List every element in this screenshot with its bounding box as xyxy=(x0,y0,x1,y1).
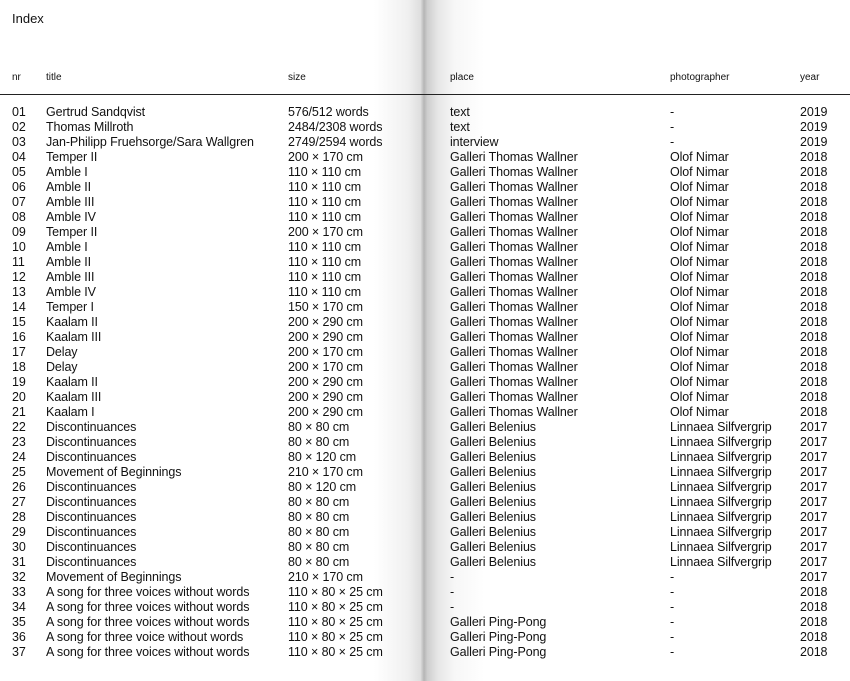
cell-year: 2018 xyxy=(800,165,828,179)
cell-year: 2018 xyxy=(800,375,828,389)
cell-title: A song for three voice without words xyxy=(46,630,244,644)
index-table-header xyxy=(0,72,850,86)
cell-place: Galleri Belenius xyxy=(450,480,536,494)
cell-title: Discontinuances xyxy=(46,555,137,569)
cell-year: 2018 xyxy=(800,270,828,284)
cell-photographer: Olof Nimar xyxy=(670,360,729,374)
table-row xyxy=(0,555,850,570)
table-row xyxy=(0,375,850,390)
cell-place: Galleri Thomas Wallner xyxy=(450,240,578,254)
table-row xyxy=(0,165,850,180)
cell-size: 110 × 80 × 25 cm xyxy=(288,600,383,614)
cell-year: 2018 xyxy=(800,240,828,254)
cell-nr: 01 xyxy=(12,105,26,119)
cell-size: 110 × 110 cm xyxy=(288,255,362,269)
table-row xyxy=(0,315,850,330)
cell-photographer: - xyxy=(670,120,675,134)
cell-title: Discontinuances xyxy=(46,480,137,494)
cell-year: 2018 xyxy=(800,390,828,404)
cell-year: 2018 xyxy=(800,225,828,239)
cell-title: Temper II xyxy=(46,225,98,239)
cell-title: Discontinuances xyxy=(46,510,137,524)
cell-size: 110 × 110 cm xyxy=(288,195,362,209)
cell-place: - xyxy=(450,600,455,614)
cell-photographer: Olof Nimar xyxy=(670,210,729,224)
cell-year: 2018 xyxy=(800,615,828,629)
cell-photographer: Olof Nimar xyxy=(670,390,729,404)
cell-year: 2018 xyxy=(800,585,828,599)
cell-size: 200 × 170 cm xyxy=(288,150,363,164)
cell-place: Galleri Thomas Wallner xyxy=(450,210,578,224)
cell-title: Kaalam III xyxy=(46,390,102,404)
cell-nr: 22 xyxy=(12,420,26,434)
cell-title: Discontinuances xyxy=(46,525,137,539)
cell-photographer: Olof Nimar xyxy=(670,330,729,344)
cell-year: 2018 xyxy=(800,360,828,374)
cell-size: 80 × 80 cm xyxy=(288,495,350,509)
cell-photographer: - xyxy=(670,105,675,119)
cell-title: Delay xyxy=(46,345,78,359)
cell-title: Kaalam I xyxy=(46,405,95,419)
cell-size: 200 × 290 cm xyxy=(288,405,363,419)
cell-place: Galleri Belenius xyxy=(450,435,536,449)
cell-photographer: Olof Nimar xyxy=(670,345,729,359)
cell-year: 2018 xyxy=(800,150,828,164)
cell-place: Galleri Ping-Pong xyxy=(450,630,547,644)
cell-photographer: Olof Nimar xyxy=(670,225,729,239)
cell-photographer: Linnaea Silfvergrip xyxy=(670,480,772,494)
cell-photographer: Olof Nimar xyxy=(670,240,729,254)
table-row xyxy=(0,450,850,465)
cell-nr: 04 xyxy=(12,150,26,164)
cell-nr: 17 xyxy=(12,345,26,359)
cell-nr: 23 xyxy=(12,435,26,449)
cell-title: A song for three voices without words xyxy=(46,645,250,659)
cell-place: Galleri Belenius xyxy=(450,540,536,554)
cell-nr: 06 xyxy=(12,180,26,194)
cell-place: Galleri Thomas Wallner xyxy=(450,285,578,299)
cell-place: Galleri Ping-Pong xyxy=(450,615,547,629)
cell-nr: 24 xyxy=(12,450,26,464)
cell-size: 576/512 words xyxy=(288,105,369,119)
cell-year: 2017 xyxy=(800,465,828,479)
cell-title: Amble IV xyxy=(46,285,96,299)
cell-title: Amble II xyxy=(46,255,92,269)
cell-nr: 35 xyxy=(12,615,26,629)
table-row xyxy=(0,525,850,540)
cell-nr: 15 xyxy=(12,315,26,329)
cell-size: 110 × 80 × 25 cm xyxy=(288,630,383,644)
table-row xyxy=(0,585,850,600)
cell-photographer: Linnaea Silfvergrip xyxy=(670,525,772,539)
cell-photographer: Linnaea Silfvergrip xyxy=(670,465,772,479)
cell-title: Movement of Beginnings xyxy=(46,570,182,584)
cell-nr: 34 xyxy=(12,600,26,614)
cell-photographer: - xyxy=(670,630,675,644)
cell-year: 2017 xyxy=(800,555,828,569)
cell-place: Galleri Thomas Wallner xyxy=(450,195,578,209)
cell-size: 110 × 80 × 25 cm xyxy=(288,645,383,659)
cell-title: Gertrud Sandqvist xyxy=(46,105,146,119)
column-header-nr: nr xyxy=(12,72,21,83)
cell-place: Galleri Belenius xyxy=(450,510,536,524)
table-row xyxy=(0,255,850,270)
cell-size: 2484/2308 words xyxy=(288,120,383,134)
cell-nr: 37 xyxy=(12,645,26,659)
cell-size: 80 × 120 cm xyxy=(288,450,357,464)
cell-title: Kaalam III xyxy=(46,330,102,344)
cell-nr: 09 xyxy=(12,225,26,239)
table-row xyxy=(0,330,850,345)
cell-nr: 25 xyxy=(12,465,26,479)
cell-year: 2018 xyxy=(800,255,828,269)
cell-place: interview xyxy=(450,135,499,149)
index-table-body xyxy=(0,105,850,660)
header-divider xyxy=(0,94,850,95)
cell-nr: 12 xyxy=(12,270,26,284)
cell-nr: 21 xyxy=(12,405,26,419)
table-row xyxy=(0,120,850,135)
cell-photographer: Olof Nimar xyxy=(670,315,729,329)
cell-year: 2018 xyxy=(800,630,828,644)
table-row xyxy=(0,345,850,360)
cell-title: Jan-Philipp Fruehsorge/Sara Wallgren xyxy=(46,135,254,149)
cell-photographer: - xyxy=(670,585,675,599)
cell-year: 2018 xyxy=(800,405,828,419)
cell-photographer: Linnaea Silfvergrip xyxy=(670,420,772,434)
cell-nr: 19 xyxy=(12,375,26,389)
cell-photographer: Linnaea Silfvergrip xyxy=(670,495,772,509)
cell-title: Discontinuances xyxy=(46,420,137,434)
table-row xyxy=(0,270,850,285)
cell-nr: 08 xyxy=(12,210,26,224)
column-header-place: place xyxy=(450,72,474,83)
cell-size: 80 × 80 cm xyxy=(288,540,350,554)
table-row xyxy=(0,630,850,645)
table-row xyxy=(0,435,850,450)
cell-size: 80 × 80 cm xyxy=(288,435,350,449)
table-row xyxy=(0,135,850,150)
cell-title: Discontinuances xyxy=(46,450,137,464)
column-header-year: year xyxy=(800,72,820,83)
cell-year: 2017 xyxy=(800,510,828,524)
cell-year: 2017 xyxy=(800,435,828,449)
cell-title: Delay xyxy=(46,360,78,374)
table-row xyxy=(0,510,850,525)
cell-nr: 11 xyxy=(12,255,25,269)
cell-place: Galleri Belenius xyxy=(450,420,536,434)
cell-photographer: Linnaea Silfvergrip xyxy=(670,435,772,449)
cell-title: Temper I xyxy=(46,300,94,314)
table-row xyxy=(0,105,850,120)
cell-place: Galleri Thomas Wallner xyxy=(450,345,578,359)
cell-nr: 03 xyxy=(12,135,26,149)
cell-nr: 30 xyxy=(12,540,26,554)
cell-place: Galleri Thomas Wallner xyxy=(450,330,578,344)
cell-photographer: Olof Nimar xyxy=(670,165,729,179)
cell-place: Galleri Belenius xyxy=(450,465,536,479)
cell-year: 2017 xyxy=(800,480,828,494)
cell-place: Galleri Thomas Wallner xyxy=(450,375,578,389)
cell-year: 2018 xyxy=(800,180,828,194)
cell-title: Amble II xyxy=(46,180,92,194)
table-row xyxy=(0,225,850,240)
cell-place: Galleri Thomas Wallner xyxy=(450,360,578,374)
table-row xyxy=(0,210,850,225)
cell-photographer: Linnaea Silfvergrip xyxy=(670,540,772,554)
cell-photographer: Olof Nimar xyxy=(670,180,729,194)
table-row xyxy=(0,240,850,255)
cell-size: 80 × 80 cm xyxy=(288,555,350,569)
table-row xyxy=(0,180,850,195)
table-row xyxy=(0,360,850,375)
cell-nr: 31 xyxy=(12,555,26,569)
cell-place: Galleri Thomas Wallner xyxy=(450,225,578,239)
table-row xyxy=(0,405,850,420)
cell-year: 2018 xyxy=(800,345,828,359)
cell-size: 200 × 170 cm xyxy=(288,360,363,374)
cell-nr: 20 xyxy=(12,390,26,404)
cell-size: 110 × 110 cm xyxy=(288,165,362,179)
cell-place: Galleri Thomas Wallner xyxy=(450,390,578,404)
cell-photographer: - xyxy=(670,615,675,629)
cell-year: 2018 xyxy=(800,300,828,314)
cell-year: 2017 xyxy=(800,570,828,584)
cell-photographer: Olof Nimar xyxy=(670,405,729,419)
cell-photographer: Olof Nimar xyxy=(670,150,729,164)
table-row xyxy=(0,300,850,315)
cell-year: 2019 xyxy=(800,135,828,149)
cell-size: 80 × 80 cm xyxy=(288,525,350,539)
cell-title: Amble IV xyxy=(46,210,96,224)
cell-nr: 36 xyxy=(12,630,26,644)
cell-nr: 05 xyxy=(12,165,26,179)
cell-place: Galleri Belenius xyxy=(450,450,536,464)
cell-size: 200 × 290 cm xyxy=(288,390,363,404)
cell-title: Amble III xyxy=(46,270,95,284)
cell-size: 80 × 120 cm xyxy=(288,480,357,494)
table-row xyxy=(0,465,850,480)
cell-year: 2017 xyxy=(800,450,828,464)
cell-place: text xyxy=(450,105,470,119)
cell-photographer: - xyxy=(670,570,675,584)
cell-year: 2017 xyxy=(800,495,828,509)
cell-nr: 28 xyxy=(12,510,26,524)
cell-nr: 13 xyxy=(12,285,26,299)
cell-place: Galleri Belenius xyxy=(450,495,536,509)
cell-title: Kaalam II xyxy=(46,315,98,329)
cell-size: 110 × 110 cm xyxy=(288,285,362,299)
cell-year: 2018 xyxy=(800,285,828,299)
cell-year: 2018 xyxy=(800,195,828,209)
cell-size: 80 × 80 cm xyxy=(288,510,350,524)
cell-year: 2017 xyxy=(800,540,828,554)
cell-size: 2749/2594 words xyxy=(288,135,383,149)
cell-size: 110 × 110 cm xyxy=(288,240,362,254)
cell-place: Galleri Thomas Wallner xyxy=(450,255,578,269)
cell-place: Galleri Thomas Wallner xyxy=(450,300,578,314)
cell-size: 110 × 110 cm xyxy=(288,180,362,194)
cell-nr: 16 xyxy=(12,330,26,344)
cell-year: 2018 xyxy=(800,315,828,329)
cell-place: text xyxy=(450,120,470,134)
cell-nr: 33 xyxy=(12,585,26,599)
cell-size: 110 × 110 cm xyxy=(288,270,362,284)
cell-photographer: - xyxy=(670,600,675,614)
cell-size: 110 × 80 × 25 cm xyxy=(288,585,383,599)
cell-size: 110 × 110 cm xyxy=(288,210,362,224)
cell-year: 2019 xyxy=(800,105,828,119)
cell-title: Kaalam II xyxy=(46,375,98,389)
cell-photographer: Olof Nimar xyxy=(670,255,729,269)
cell-size: 110 × 80 × 25 cm xyxy=(288,615,383,629)
cell-place: Galleri Thomas Wallner xyxy=(450,270,578,284)
cell-year: 2019 xyxy=(800,120,828,134)
cell-place: - xyxy=(450,570,455,584)
cell-size: 150 × 170 cm xyxy=(288,300,363,314)
cell-size: 80 × 80 cm xyxy=(288,420,350,434)
cell-size: 210 × 170 cm xyxy=(288,570,363,584)
table-row xyxy=(0,645,850,660)
cell-photographer: Linnaea Silfvergrip xyxy=(670,450,772,464)
cell-title: Amble I xyxy=(46,165,88,179)
cell-year: 2017 xyxy=(800,420,828,434)
table-row xyxy=(0,570,850,585)
table-row xyxy=(0,480,850,495)
cell-year: 2018 xyxy=(800,330,828,344)
cell-title: Movement of Beginnings xyxy=(46,465,182,479)
cell-title: Amble I xyxy=(46,240,88,254)
cell-title: A song for three voices without words xyxy=(46,600,250,614)
cell-nr: 18 xyxy=(12,360,26,374)
cell-photographer: Olof Nimar xyxy=(670,195,729,209)
table-row xyxy=(0,285,850,300)
cell-size: 200 × 170 cm xyxy=(288,225,363,239)
cell-photographer: Olof Nimar xyxy=(670,375,729,389)
cell-nr: 29 xyxy=(12,525,26,539)
cell-year: 2018 xyxy=(800,645,828,659)
cell-place: Galleri Thomas Wallner xyxy=(450,405,578,419)
cell-size: 200 × 290 cm xyxy=(288,375,363,389)
column-header-title: title xyxy=(46,72,62,83)
cell-title: Discontinuances xyxy=(46,495,137,509)
cell-nr: 27 xyxy=(12,495,26,509)
cell-photographer: Olof Nimar xyxy=(670,270,729,284)
table-row xyxy=(0,420,850,435)
cell-nr: 26 xyxy=(12,480,26,494)
table-row xyxy=(0,195,850,210)
cell-photographer: - xyxy=(670,135,675,149)
cell-title: A song for three voices without words xyxy=(46,585,250,599)
cell-year: 2018 xyxy=(800,210,828,224)
cell-photographer: Linnaea Silfvergrip xyxy=(670,510,772,524)
cell-year: 2018 xyxy=(800,600,828,614)
cell-title: Amble III xyxy=(46,195,95,209)
cell-year: 2017 xyxy=(800,525,828,539)
table-row xyxy=(0,495,850,510)
column-header-size: size xyxy=(288,72,306,83)
cell-photographer: Olof Nimar xyxy=(670,285,729,299)
cell-photographer: - xyxy=(670,645,675,659)
cell-nr: 02 xyxy=(12,120,26,134)
cell-nr: 14 xyxy=(12,300,26,314)
cell-size: 200 × 290 cm xyxy=(288,315,363,329)
cell-title: Temper II xyxy=(46,150,98,164)
cell-place: Galleri Thomas Wallner xyxy=(450,165,578,179)
cell-title: A song for three voices without words xyxy=(46,615,250,629)
cell-nr: 10 xyxy=(12,240,26,254)
cell-place: Galleri Thomas Wallner xyxy=(450,180,578,194)
table-row xyxy=(0,150,850,165)
cell-place: Galleri Belenius xyxy=(450,555,536,569)
cell-title: Thomas Millroth xyxy=(46,120,134,134)
cell-nr: 32 xyxy=(12,570,26,584)
cell-photographer: Olof Nimar xyxy=(670,300,729,314)
column-header-photographer: photographer xyxy=(670,72,730,83)
cell-place: Galleri Ping-Pong xyxy=(450,645,547,659)
cell-place: Galleri Thomas Wallner xyxy=(450,315,578,329)
page-title: Index xyxy=(12,11,44,26)
cell-place: Galleri Thomas Wallner xyxy=(450,150,578,164)
cell-size: 200 × 290 cm xyxy=(288,330,363,344)
cell-size: 200 × 170 cm xyxy=(288,345,363,359)
cell-photographer: Linnaea Silfvergrip xyxy=(670,555,772,569)
cell-nr: 07 xyxy=(12,195,26,209)
cell-title: Discontinuances xyxy=(46,540,137,554)
cell-place: Galleri Belenius xyxy=(450,525,536,539)
cell-place: - xyxy=(450,585,455,599)
cell-size: 210 × 170 cm xyxy=(288,465,363,479)
table-row xyxy=(0,540,850,555)
table-row xyxy=(0,390,850,405)
table-row xyxy=(0,600,850,615)
cell-title: Discontinuances xyxy=(46,435,137,449)
table-row xyxy=(0,615,850,630)
